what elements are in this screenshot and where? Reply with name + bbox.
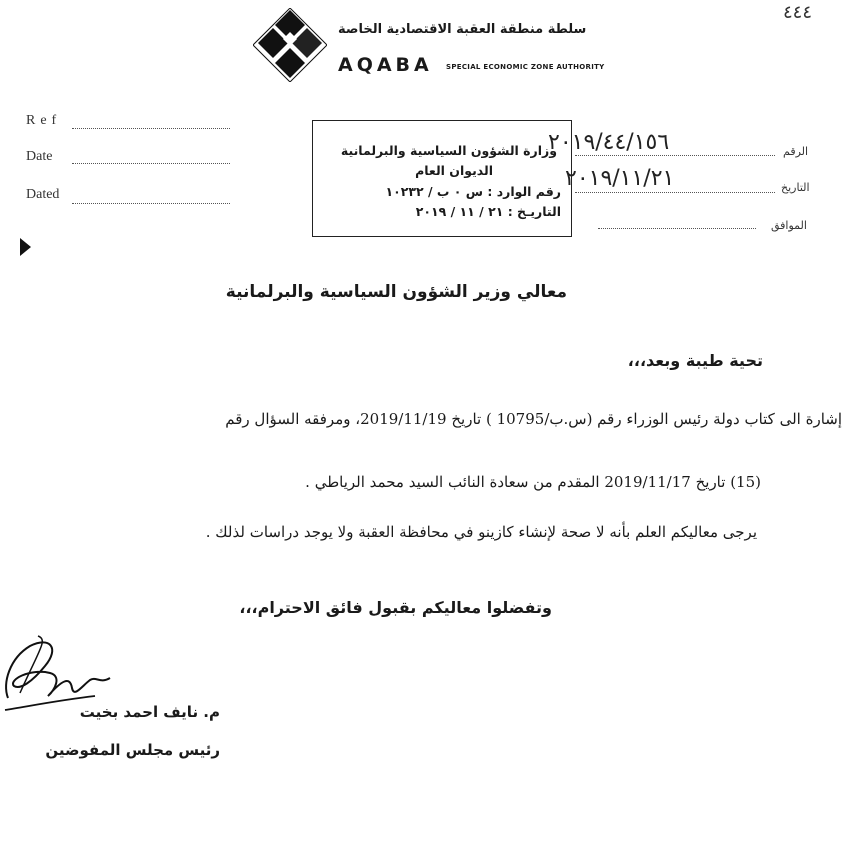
closing: وتفضلوا معاليكم بقبول فائق الاحترام،،، xyxy=(239,598,552,617)
dated-line xyxy=(72,203,230,204)
incoming-stamp xyxy=(312,120,572,237)
handwritten-date: ٢٠١٩/١١/٢١ xyxy=(565,166,675,191)
date-ar-line xyxy=(575,192,775,193)
stamp-office: الديوان العام xyxy=(415,163,493,178)
addressee: معالي وزير الشؤون السياسية والبرلمانية xyxy=(225,282,567,302)
ref-label: Ref xyxy=(26,113,62,128)
letterhead-arabic: سلطة منطقة العقبة الاقتصادية الخاصة xyxy=(338,22,587,37)
date-label: Date xyxy=(26,149,53,164)
letterhead-english-subtitle: SPECIAL ECONOMIC ZONE AUTHORITY xyxy=(446,63,605,71)
signatory-name: م. نايف احمد بخيت xyxy=(79,703,220,721)
greeting: تحية طيبة وبعد،،، xyxy=(627,351,763,370)
body-line-3: يرجى معاليكم العلم بأنه لا صحة لإنشاء كازينو في محافظة العقبة ولا يوجد دراسات لذلك . xyxy=(205,523,757,541)
letterhead-english: AQABA xyxy=(338,54,433,76)
date-ar-label: التاريخ xyxy=(781,181,810,194)
number-label: الرقم xyxy=(783,145,809,158)
aqaba-logo-icon xyxy=(253,8,327,82)
handwritten-number: ٢٠١٩/٤٤/١٥٦ xyxy=(548,130,670,155)
corresponding-line xyxy=(598,228,756,229)
dated-label: Dated xyxy=(26,187,60,202)
stamp-ministry: وزارة الشؤون السياسية والبرلمانية xyxy=(340,143,557,158)
date-line xyxy=(72,163,230,164)
signatory-title: رئيس مجلس المفوضين xyxy=(45,741,220,759)
body-line-2: (15) تاريخ 2019/11/17 المقدم من سعادة النائب السيد محمد الرياطي . xyxy=(305,473,761,491)
corresponding-label: الموافق xyxy=(771,219,807,232)
corner-page-mark: ٤٤٤ xyxy=(783,2,813,23)
stamp-incoming-number: رقم الوارد : س ٠ ب / ١٠٢٣٢ xyxy=(385,184,561,199)
body-line-1: إشارة الى كتاب دولة رئيس الوزراء رقم (س.ب/10795 ) تاريخ 2019/11/19، ومرفقه السؤال رقم xyxy=(225,410,842,428)
triangle-marker-icon xyxy=(20,238,31,256)
number-line xyxy=(575,155,775,156)
ref-line xyxy=(72,128,230,129)
stamp-date: التاريـخ : ٢١ / ١١ / ٢٠١٩ xyxy=(415,204,561,219)
